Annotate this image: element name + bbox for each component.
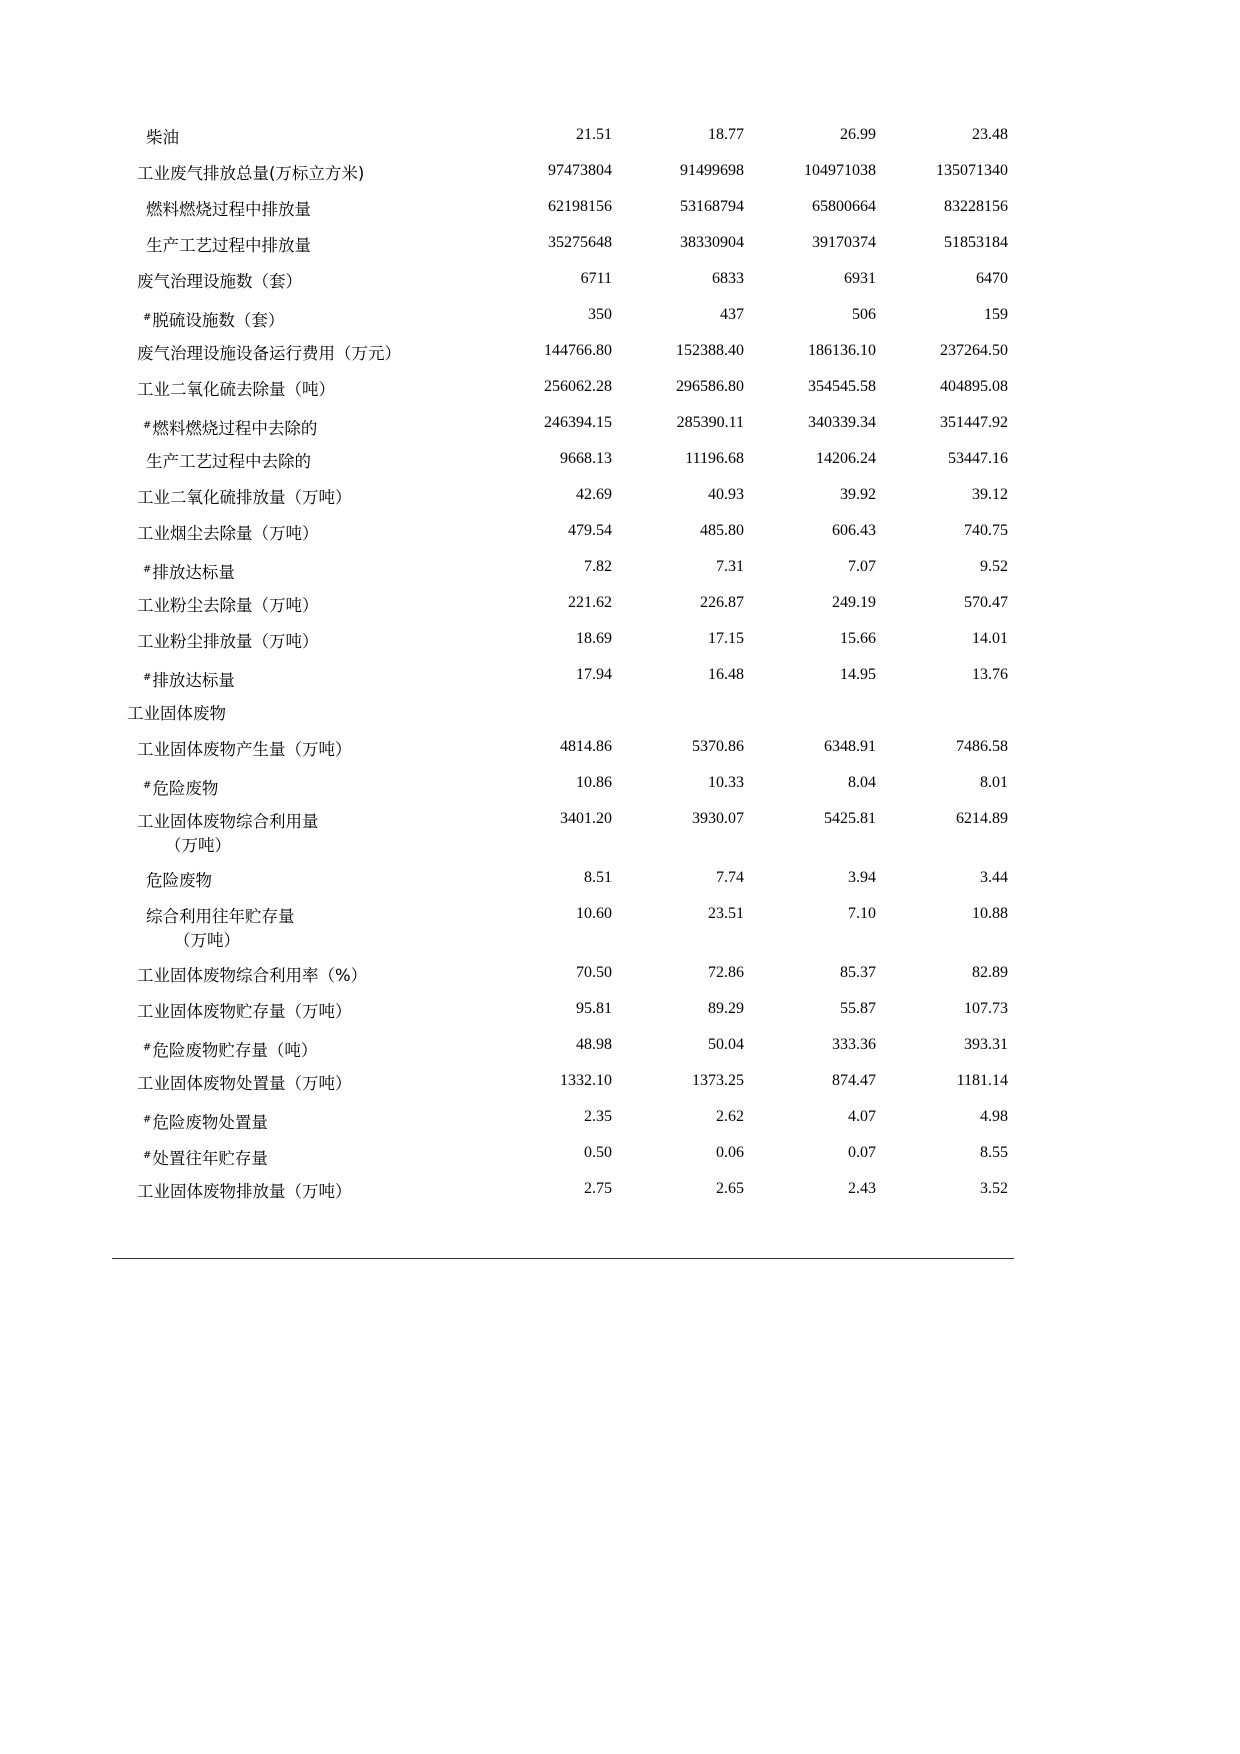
row-label: #脱硫设施数（套） [143, 311, 285, 330]
table-row [112, 372, 1014, 408]
row-label: 废气治理设施数（套） [137, 272, 302, 291]
table-row [112, 1102, 1014, 1138]
cell-value: 42.69 [576, 486, 612, 503]
cell-value: 159 [984, 306, 1008, 323]
cell-value: 39.12 [972, 486, 1008, 503]
cell-value: 4.98 [980, 1108, 1008, 1125]
row-label: #危险废物贮存量（吨） [143, 1041, 318, 1060]
cell-value: 65800664 [812, 198, 876, 215]
cell-value: 249.19 [832, 594, 876, 611]
cell-value: 1181.14 [956, 1072, 1008, 1089]
cell-value: 2.75 [584, 1180, 612, 1197]
cell-value: 3.52 [980, 1180, 1008, 1197]
cell-value: 83228156 [944, 198, 1008, 215]
row-label-continuation: （万吨） [174, 931, 240, 950]
cell-value: 10.86 [576, 774, 612, 791]
cell-value: 7.82 [584, 558, 612, 575]
table-row [112, 408, 1014, 444]
cell-value: 18.69 [576, 630, 612, 647]
cell-value: 0.50 [584, 1144, 612, 1161]
cell-value: 285390.11 [676, 414, 744, 431]
table-row [112, 120, 1014, 156]
cell-value: 3.44 [980, 869, 1008, 886]
cell-value: 8.01 [980, 774, 1008, 791]
cell-value: 82.89 [972, 964, 1008, 981]
cell-value: 2.35 [584, 1108, 612, 1125]
note-mark: # [143, 1114, 152, 1125]
cell-value: 351447.92 [940, 414, 1008, 431]
cell-value: 354545.58 [808, 378, 876, 395]
note-mark: # [143, 780, 152, 791]
row-label: 工业固体废物综合利用率（%） [137, 966, 368, 985]
note-mark: # [143, 672, 152, 683]
row-label: 工业固体废物综合利用量 （万吨） [137, 810, 319, 858]
table-row [112, 444, 1014, 480]
table-row [112, 804, 1014, 863]
cell-value: 485.80 [700, 522, 744, 539]
note-mark: # [143, 420, 152, 431]
cell-value: 226.87 [700, 594, 744, 611]
cell-value: 404895.08 [940, 378, 1008, 395]
row-label: 生产工艺过程中去除的 [146, 452, 311, 471]
table-row [112, 863, 1014, 899]
cell-value: 4814.86 [560, 738, 612, 755]
table-row [112, 300, 1014, 336]
cell-value: 14.95 [840, 666, 876, 683]
cell-value: 10.60 [576, 905, 612, 922]
row-label: 废气治理设施设备运行费用（万元） [137, 344, 401, 363]
cell-value: 2.43 [848, 1180, 876, 1197]
note-mark: # [143, 1150, 152, 1161]
cell-value: 1332.10 [560, 1072, 612, 1089]
row-label: 工业烟尘去除量（万吨） [137, 524, 319, 543]
cell-value: 55.87 [840, 1000, 876, 1017]
table-row [112, 768, 1014, 804]
cell-value: 17.15 [708, 630, 744, 647]
table-row [112, 1066, 1014, 1102]
cell-value: 38330904 [680, 234, 744, 251]
cell-value: 0.07 [848, 1144, 876, 1161]
cell-value: 135071340 [936, 162, 1008, 179]
cell-value: 237264.50 [940, 342, 1008, 359]
row-label: 工业二氧化硫去除量（吨） [137, 380, 335, 399]
table-row [112, 1138, 1014, 1174]
row-label: #处置往年贮存量 [143, 1149, 268, 1168]
cell-value: 23.51 [708, 905, 744, 922]
cell-value: 50.04 [708, 1036, 744, 1053]
note-mark: # [143, 1042, 152, 1053]
cell-value: 7.10 [848, 905, 876, 922]
table-row [112, 732, 1014, 768]
cell-value: 10.88 [972, 905, 1008, 922]
cell-value: 740.75 [964, 522, 1008, 539]
cell-value: 296586.80 [676, 378, 744, 395]
row-label: #排放达标量 [143, 671, 235, 690]
row-label: #危险废物 [143, 779, 219, 798]
row-label: 综合利用往年贮存量 （万吨） [146, 905, 295, 953]
table-row [112, 552, 1014, 588]
row-label: 生产工艺过程中排放量 [146, 236, 311, 255]
cell-value: 72.86 [708, 964, 744, 981]
cell-value: 40.93 [708, 486, 744, 503]
cell-value: 91499698 [680, 162, 744, 179]
table-row [112, 588, 1014, 624]
row-label: 工业固体废物产生量（万吨） [137, 740, 352, 759]
cell-value: 437 [720, 306, 744, 323]
table-row [112, 994, 1014, 1030]
note-mark: # [143, 564, 152, 575]
row-label: 工业废气排放总量(万标立方米) [137, 164, 365, 183]
cell-value: 89.29 [708, 1000, 744, 1017]
cell-value: 8.04 [848, 774, 876, 791]
cell-value: 7.31 [716, 558, 744, 575]
cell-value: 6214.89 [956, 810, 1008, 827]
cell-value: 21.51 [576, 126, 612, 143]
table-row [112, 1030, 1014, 1066]
cell-value: 15.66 [840, 630, 876, 647]
cell-value: 2.65 [716, 1180, 744, 1197]
cell-value: 97473804 [548, 162, 612, 179]
cell-value: 39170374 [812, 234, 876, 251]
row-label: 工业二氧化硫排放量（万吨） [137, 488, 352, 507]
cell-value: 1373.25 [692, 1072, 744, 1089]
cell-value: 874.47 [832, 1072, 876, 1089]
section-header-row [112, 696, 1014, 732]
cell-value: 3930.07 [692, 810, 744, 827]
cell-value: 9.52 [980, 558, 1008, 575]
cell-value: 8.51 [584, 869, 612, 886]
row-label: 工业粉尘排放量（万吨） [137, 632, 319, 651]
cell-value: 570.47 [964, 594, 1008, 611]
table-row [112, 156, 1014, 192]
row-label: 工业固体废物处置量（万吨） [137, 1074, 352, 1093]
table-row [112, 336, 1014, 372]
cell-value: 62198156 [548, 198, 612, 215]
cell-value: 221.62 [568, 594, 612, 611]
cell-value: 107.73 [964, 1000, 1008, 1017]
cell-value: 23.48 [972, 126, 1008, 143]
row-label: 工业固体废物排放量（万吨） [137, 1182, 352, 1201]
section-title: 工业固体废物 [127, 704, 226, 723]
cell-value: 9668.13 [560, 450, 612, 467]
cell-value: 3401.20 [560, 810, 612, 827]
table-bottom-rule [112, 1258, 1014, 1259]
cell-value: 51853184 [944, 234, 1008, 251]
cell-value: 17.94 [576, 666, 612, 683]
cell-value: 6931 [844, 270, 876, 287]
cell-value: 3.94 [848, 869, 876, 886]
cell-value: 48.98 [576, 1036, 612, 1053]
cell-value: 95.81 [576, 1000, 612, 1017]
cell-value: 506 [852, 306, 876, 323]
cell-value: 5425.81 [824, 810, 876, 827]
row-label: #危险废物处置量 [143, 1113, 268, 1132]
cell-value: 144766.80 [544, 342, 612, 359]
table-row [112, 624, 1014, 660]
cell-value: 7486.58 [956, 738, 1008, 755]
cell-value: 256062.28 [544, 378, 612, 395]
cell-value: 606.43 [832, 522, 876, 539]
cell-value: 39.92 [840, 486, 876, 503]
row-label: 燃料燃烧过程中排放量 [146, 200, 311, 219]
table-row [112, 660, 1014, 696]
cell-value: 0.06 [716, 1144, 744, 1161]
cell-value: 35275648 [548, 234, 612, 251]
cell-value: 26.99 [840, 126, 876, 143]
table-row [112, 228, 1014, 264]
cell-value: 10.33 [708, 774, 744, 791]
cell-value: 2.62 [716, 1108, 744, 1125]
row-label: 危险废物 [146, 871, 212, 890]
cell-value: 85.37 [840, 964, 876, 981]
cell-value: 70.50 [576, 964, 612, 981]
table-row [112, 480, 1014, 516]
cell-value: 246394.15 [544, 414, 612, 431]
note-mark: # [143, 312, 152, 323]
row-label: 工业粉尘去除量（万吨） [137, 596, 319, 615]
cell-value: 479.54 [568, 522, 612, 539]
cell-value: 6833 [712, 270, 744, 287]
cell-value: 4.07 [848, 1108, 876, 1125]
cell-value: 8.55 [980, 1144, 1008, 1161]
cell-value: 16.48 [708, 666, 744, 683]
row-label: 工业固体废物贮存量（万吨） [137, 1002, 352, 1021]
cell-value: 14206.24 [816, 450, 876, 467]
cell-value: 53168794 [680, 198, 744, 215]
row-label: #排放达标量 [143, 563, 235, 582]
cell-value: 14.01 [972, 630, 1008, 647]
cell-value: 53447.16 [948, 450, 1008, 467]
cell-value: 152388.40 [676, 342, 744, 359]
cell-value: 7.07 [848, 558, 876, 575]
table-row [112, 516, 1014, 552]
cell-value: 6348.91 [824, 738, 876, 755]
table-row [112, 958, 1014, 994]
cell-value: 18.77 [708, 126, 744, 143]
cell-value: 6711 [580, 270, 612, 287]
table-row [112, 192, 1014, 228]
cell-value: 350 [588, 306, 612, 323]
table-row [112, 1174, 1014, 1210]
cell-value: 340339.34 [808, 414, 876, 431]
cell-value: 6470 [976, 270, 1008, 287]
row-label-continuation: （万吨） [165, 836, 231, 855]
statistics-table [112, 120, 1014, 1210]
cell-value: 393.31 [964, 1036, 1008, 1053]
table-row [112, 899, 1014, 958]
cell-value: 333.36 [832, 1036, 876, 1053]
cell-value: 104971038 [804, 162, 876, 179]
cell-value: 7.74 [716, 869, 744, 886]
table-row [112, 264, 1014, 300]
row-label: #燃料燃烧过程中去除的 [143, 419, 318, 438]
row-label: 柴油 [146, 128, 179, 147]
cell-value: 13.76 [972, 666, 1008, 683]
cell-value: 11196.68 [685, 450, 744, 467]
cell-value: 186136.10 [808, 342, 876, 359]
cell-value: 5370.86 [692, 738, 744, 755]
